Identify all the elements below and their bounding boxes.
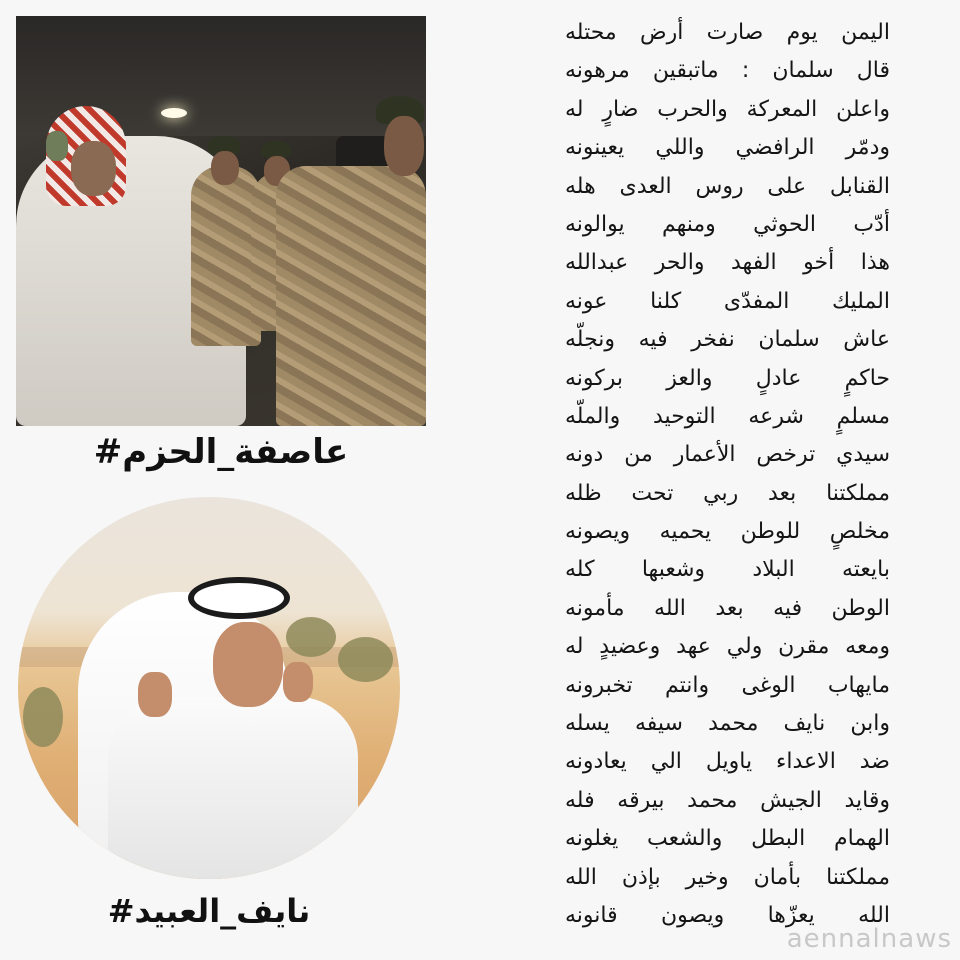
desert-bush	[286, 617, 336, 657]
poem-line: وابن نايف محمد سيفه يسله	[565, 711, 890, 737]
poem-line: مسلمٍ شرعه التوحيد والملّه	[565, 403, 890, 429]
watermark-text: aennalnaws	[786, 924, 952, 954]
poem-line: ضد الاعداء ياويل الي يعادونه	[565, 749, 890, 775]
poem-line: واعلن المعركة والحرب ضارٍ له	[565, 96, 890, 122]
portrait-hand-left	[138, 672, 172, 717]
hashtag-caption-bottom: #نايف_العبيد	[107, 892, 311, 930]
soldier-3	[276, 166, 426, 426]
headset-icon	[46, 131, 68, 161]
desert-bush	[23, 687, 63, 747]
cabin-light	[161, 108, 187, 118]
poem-line: المليك المفدّى كلنا عونه	[565, 288, 890, 314]
poem-line: الوطن فيه بعد الله مأمونه	[565, 595, 890, 621]
poem-line: هذا أخو الفهد والحر عبدالله	[565, 250, 890, 276]
soldier-2-beret	[261, 141, 291, 157]
poem-line: مملكتنا بعد ربي تحت ظله	[565, 480, 890, 506]
poem-line: اليمن يوم صارت أرض محتله	[565, 20, 890, 45]
soldier-3-face	[384, 116, 424, 176]
poem-line: عاش سلمان نفخر فيه ونجلّه	[565, 327, 890, 353]
poem-line: الهمام البطل والشعب يغلونه	[565, 826, 890, 852]
poem-line: حاكمٍ عادلٍ والعز بركونه	[565, 365, 890, 391]
helicopter-photo	[16, 16, 426, 426]
poem-line: ودمّر الرافضي واللي يعينونه	[565, 135, 890, 161]
portrait-hand-right	[283, 662, 313, 702]
hashtag-caption-top: #عاصفة_الحزم	[93, 432, 349, 472]
poem-line: سيدي ترخص الأعمار من دونه	[565, 442, 890, 468]
desert-bush	[338, 637, 393, 682]
poem-line: القنابل على روس العدى هله	[565, 173, 890, 199]
poem-line: مخلصٍ للوطن يحميه ويصونه	[565, 519, 890, 545]
black-agal	[188, 577, 290, 619]
poem-line: مملكتنا بأمان وخير بإذن الله	[565, 864, 890, 890]
poem-line: قال سلمان : ماتبقين مرهونه	[565, 58, 890, 84]
poem-line: بايعته البلاد وشعبها كله	[565, 557, 890, 583]
white-thobe	[108, 697, 358, 879]
poem-line: مايهاب الوغى وانتم تخبرونه	[565, 672, 890, 698]
soldier-1-face	[211, 151, 239, 185]
poem-line: أدّب الحوثي ومنهم يوالونه	[565, 211, 890, 237]
figure-face	[71, 141, 116, 196]
portrait-circle	[18, 497, 400, 879]
poem-line: الله يعزّها ويصون قانونه	[565, 902, 890, 928]
portrait-face	[213, 622, 283, 707]
poem-line: وقايد الجيش محمد بيرقه فله	[565, 787, 890, 813]
poem-line: ومعه مقرن ولي عهد وعضيدٍ له	[565, 634, 890, 660]
poem-text	[565, 14, 890, 935]
